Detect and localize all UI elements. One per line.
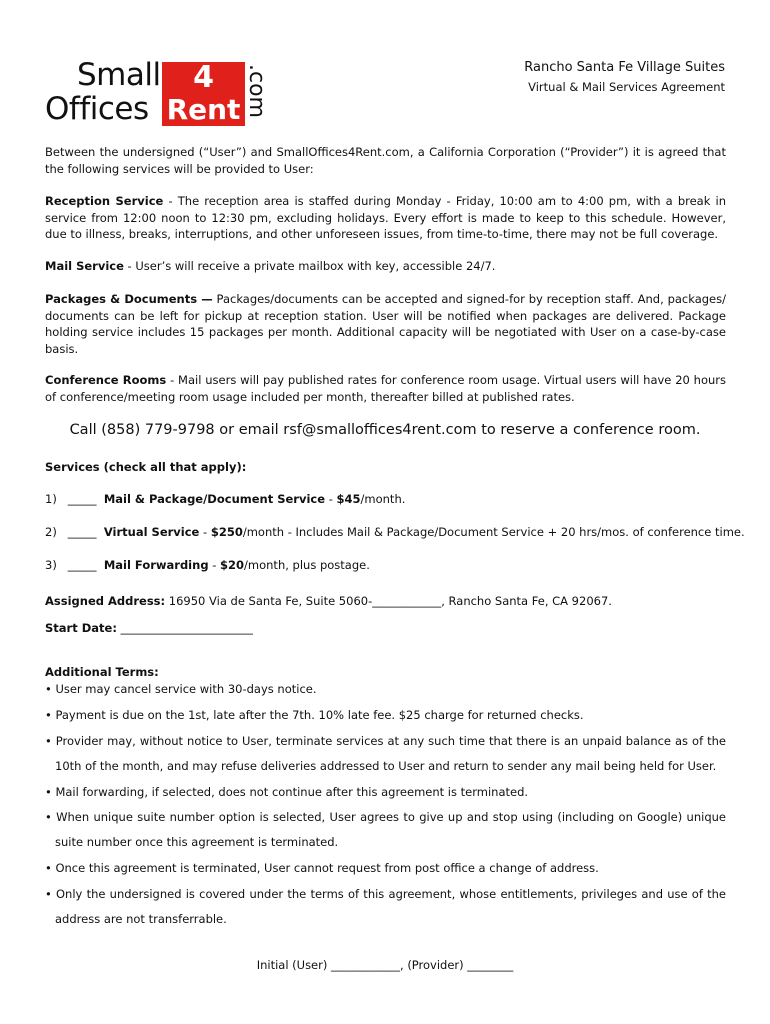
services-heading: Services (check all that apply): — [45, 460, 247, 474]
intro-paragraph: Between the undersigned (“User”) and SmallOffices4Rent.com, a California Corporation (“Provider”) it is agreed that the following services will be provided to User: — [45, 145, 726, 176]
service-option-3 — [45, 558, 370, 572]
logo-red-box — [162, 62, 245, 126]
conference-paragraph — [45, 372, 726, 405]
terms-heading: Additional Terms: — [45, 665, 159, 679]
assigned-address-label: Assigned Address: — [45, 594, 166, 608]
service-name: Mail Forwarding — [103, 558, 209, 572]
term-item: • Mail forwarding, if selected, does not continue after this agreement is terminated. — [45, 785, 529, 799]
logo-rent: Rent — [166, 93, 241, 126]
service-name: Mail & Package/Document Service — [103, 492, 326, 506]
service-price: $250 — [210, 525, 243, 539]
packages-text: Packages/documents can be accepted and signed-for by reception staff. And, packages/ documents can be left for pickup at reception station. User will be notified when packages are delivered. Package holding service includes 15 packages per month. Additional capacity will be negotiated with User on a case-by-case basis. — [45, 292, 726, 356]
reception-text: - The reception area is staffed during Monday - Friday, 10:00 am to 4:00 pm, with a break in service from 12:00 noon to 12:30 pm, excluding holidays. Every effort is made to keep to this schedule. However, due to illness, breaks, interruptions, and other unforeseen issues, from time-to-time, there may not be full coverage. — [45, 194, 726, 241]
packages-paragraph — [45, 291, 726, 357]
service-rest: /month. — [360, 492, 406, 506]
start-date-label: Start Date: — [45, 621, 117, 635]
logo-four: 4 — [193, 60, 214, 95]
mail-text: - User’s will receive a private mailbox with key, accessible 24/7. — [123, 259, 496, 273]
term-item: • User may cancel service with 30-days notice. — [45, 682, 317, 696]
assigned-address — [45, 594, 612, 608]
assigned-address-text[interactable]: 16950 Via de Santa Fe, Suite 5060-____________, Rancho Santa Fe, CA 92067. — [165, 594, 612, 608]
start-date — [45, 621, 253, 635]
service-num: 3) — [45, 558, 57, 572]
logo-word-offices: Offices — [45, 91, 149, 127]
initial-signature-line[interactable]: Initial (User) ____________, (Provider) ________ — [256, 958, 514, 972]
reception-paragraph — [45, 193, 726, 243]
conference-text: - Mail users will pay published rates for conference room usage. Virtual users will have 20 hours of conference/meeting room usage included per month, thereafter billed at published rates. — [45, 373, 726, 404]
service-rest: /month - Includes Mail & Package/Document Service + 20 hrs/mos. of conference time. — [242, 525, 745, 539]
logo-word-small: Small — [77, 57, 161, 93]
service-option-1 — [45, 492, 405, 506]
document-title: Rancho Santa Fe Village Suites — [524, 60, 725, 75]
mail-paragraph — [45, 258, 726, 275]
service-num: 1) — [45, 492, 57, 506]
service-price: $20 — [220, 558, 245, 572]
logo-dotcom — [245, 64, 271, 130]
service-sep: - — [199, 525, 211, 539]
start-date-blank[interactable]: _______________________ — [116, 621, 253, 635]
service-checkbox-blank[interactable]: _____ — [67, 492, 97, 506]
company-logo — [45, 58, 275, 130]
packages-label: Packages & Documents — — [45, 292, 213, 306]
term-item: • Payment is due on the 1st, late after the 7th. 10% late fee. $25 charge for returned checks. — [45, 708, 584, 722]
service-option-2 — [45, 525, 745, 539]
mail-label: Mail Service — [45, 259, 124, 273]
reception-label: Reception Service — [45, 194, 164, 208]
service-checkbox-blank[interactable]: _____ — [67, 525, 97, 539]
term-item: • Provider may, without notice to User, terminate services at any such time that there is an unpaid balance as of the 10th of the month, and may refuse deliveries addressed to User and return to sender any mail being held for User. — [45, 734, 726, 773]
conference-label: Conference Rooms — [45, 373, 167, 387]
call-to-reserve: Call (858) 779-9798 or email rsf@smalloffices4rent.com to reserve a conference room. — [69, 422, 701, 438]
service-checkbox-blank[interactable]: _____ — [67, 558, 97, 572]
term-item: • When unique suite number option is selected, User agrees to give up and stop using (including on Google) unique suite number once this agreement is terminated. — [45, 810, 726, 849]
service-rest: /month, plus postage. — [244, 558, 370, 572]
service-name: Virtual Service — [103, 525, 200, 539]
service-sep: - — [208, 558, 221, 572]
document-subtitle: Virtual & Mail Services Agreement — [528, 80, 725, 94]
term-item: • Only the undersigned is covered under the terms of this agreement, whose entitlements, privileges and use of the address are not transferrable. — [45, 887, 726, 926]
service-num: 2) — [45, 525, 57, 539]
service-price: $45 — [336, 492, 361, 506]
term-item: • Once this agreement is terminated, User cannot request from post office a change of address. — [45, 861, 599, 875]
service-sep: - — [325, 492, 337, 506]
logo-dotcom-text: .com — [244, 64, 269, 118]
